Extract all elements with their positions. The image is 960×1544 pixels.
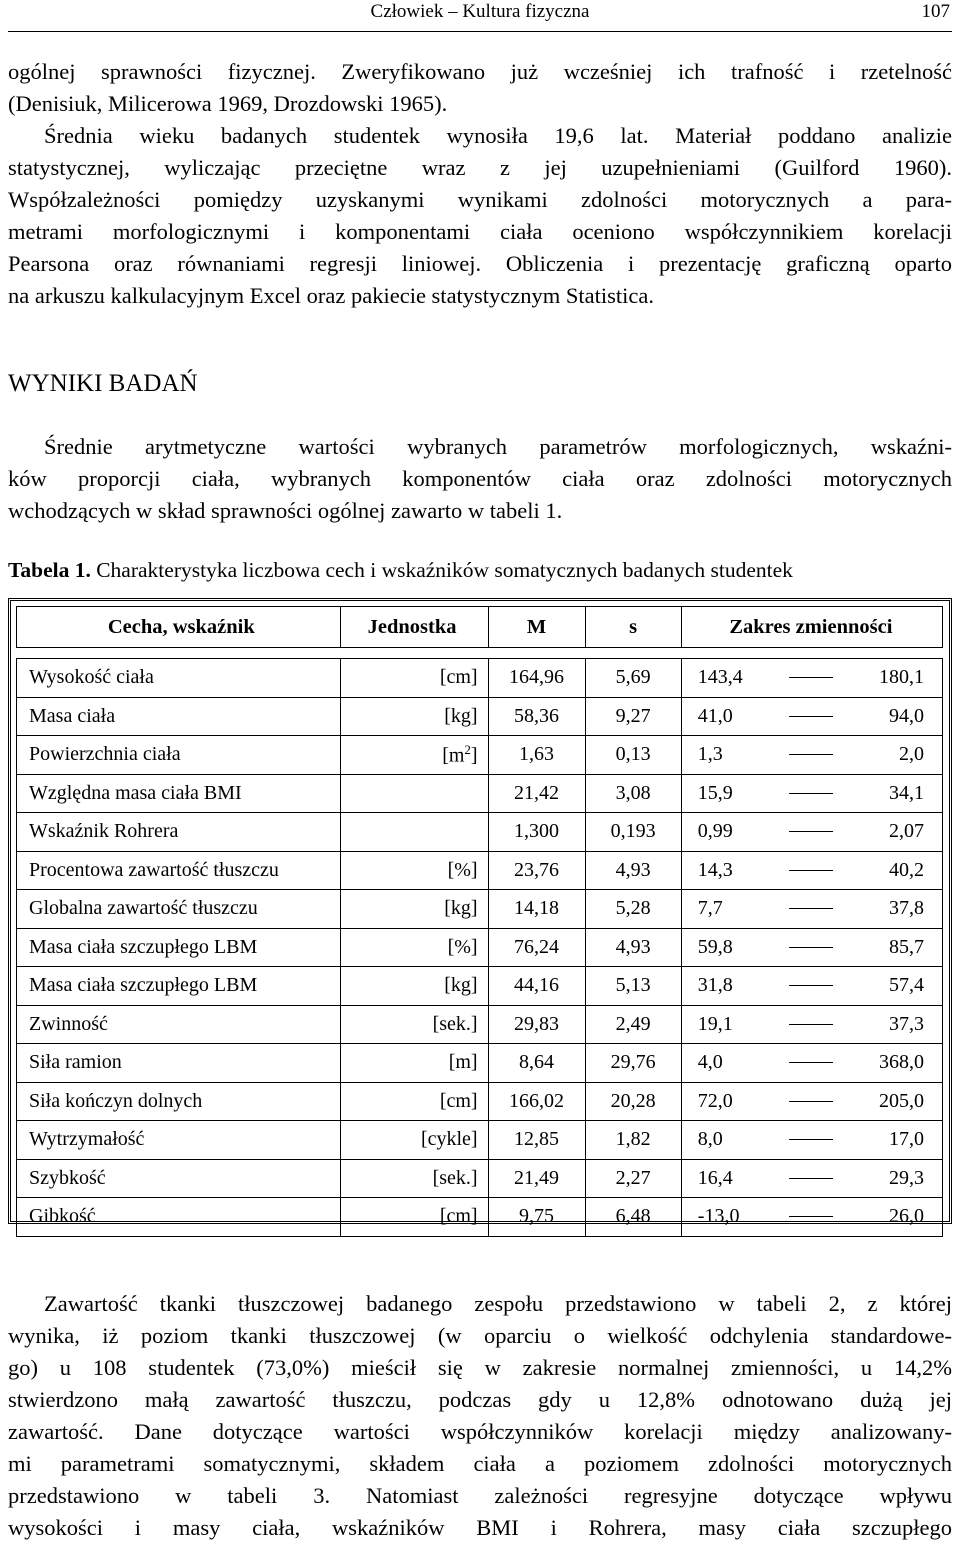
table-row	[17, 967, 943, 1006]
range-values	[698, 820, 924, 843]
table-row	[17, 659, 943, 698]
running-header	[8, 0, 952, 32]
text-line: metrami morfologicznymi i komponentami ciała oceniono współczynnikiem korelacji	[8, 219, 952, 244]
table-header-row	[17, 607, 943, 648]
cell-feature: Wytrzymałość	[17, 1121, 341, 1160]
range-min: 7,7	[697, 897, 723, 920]
table-spacer	[17, 648, 943, 659]
table-row	[17, 1082, 943, 1121]
unit-text: [cykle]	[420, 1128, 478, 1151]
text-line: wchodzących w skład sprawności ogólnej zawarto w tabeli 1.	[8, 498, 563, 523]
range-max: 2,0	[898, 743, 924, 766]
cell-range	[681, 890, 942, 929]
range-dash	[789, 1062, 833, 1063]
cell-feature: Siła ramion	[17, 1044, 341, 1083]
cell-unit	[340, 1044, 488, 1083]
range-dash	[789, 870, 833, 871]
closing-paragraph	[8, 1288, 952, 1544]
text-line: wysokości i masy ciała, wskaźników BMI i Rohrera, masy ciała szczupłego	[8, 1515, 952, 1540]
range-values	[698, 1013, 924, 1036]
cell-range	[681, 1044, 942, 1083]
text-line: Średnia wieku badanych studentek wynosiła 19,6 lat. Materiał poddano analizie	[44, 123, 952, 148]
unit-text: [kg]	[444, 704, 478, 727]
text-line: ków proporcji ciała, wybranych komponentów ciała oraz zdolności motorycznych	[8, 466, 952, 491]
cell-sd: 5,69	[585, 659, 681, 698]
unit-text: [%]	[447, 858, 478, 881]
header-unit: Jednostka	[340, 607, 488, 648]
range-values	[698, 1205, 924, 1228]
range-dash	[789, 1178, 833, 1179]
range-dash	[789, 793, 833, 794]
cell-mean: 12,85	[488, 1121, 585, 1160]
cell-feature: Globalna zawartość tłuszczu	[17, 890, 341, 929]
range-values	[698, 666, 924, 689]
range-min: 4,0	[697, 1051, 723, 1074]
cell-unit	[340, 851, 488, 890]
table-row	[17, 813, 943, 852]
range-dash	[789, 908, 833, 909]
text-line: Pearsona oraz równaniami regresji liniowej. Obliczenia i prezentację graficzną oparto	[8, 251, 952, 276]
range-values	[698, 859, 924, 882]
cell-unit	[340, 736, 488, 775]
cell-mean: 1,300	[488, 813, 585, 852]
cell-sd: 20,28	[585, 1082, 681, 1121]
table-row	[17, 851, 943, 890]
range-dash	[789, 831, 833, 832]
cell-range	[681, 1005, 942, 1044]
cell-unit	[340, 659, 488, 698]
cell-unit	[340, 928, 488, 967]
range-values	[698, 1167, 924, 1190]
text-line: (Denisiuk, Milicerowa 1969, Drozdowski 1965).	[8, 91, 448, 116]
table-row	[17, 1005, 943, 1044]
cell-mean: 21,49	[488, 1159, 585, 1198]
cell-feature: Zwinność	[17, 1005, 341, 1044]
table-body	[17, 659, 943, 1237]
unit-text: [cm]	[439, 1089, 478, 1112]
cell-feature: Względna masa ciała BMI	[17, 774, 341, 813]
running-title: Człowiek – Kultura fizyczna	[370, 1, 590, 22]
range-max: 40,2	[888, 858, 924, 881]
cell-mean: 8,64	[488, 1044, 585, 1083]
range-values	[698, 1051, 924, 1074]
cell-range	[681, 1082, 942, 1121]
header-range: Zakres zmienności	[681, 607, 942, 648]
range-values	[698, 743, 924, 766]
text-line: przedstawiono w tabeli 3. Natomiast zależności regresyjne dotyczące wpływu	[8, 1483, 952, 1508]
unit-text: [m]	[448, 1051, 478, 1074]
unit-text: [kg]	[444, 974, 478, 997]
range-values	[698, 1090, 924, 1113]
table-row	[17, 1044, 943, 1083]
range-min: -13,0	[697, 1205, 740, 1228]
range-max: 37,3	[888, 1012, 924, 1035]
cell-range	[681, 851, 942, 890]
range-min: 41,0	[697, 704, 733, 727]
cell-range	[681, 813, 942, 852]
cell-range	[681, 774, 942, 813]
range-min: 14,3	[697, 858, 733, 881]
table-row	[17, 736, 943, 775]
cell-unit	[340, 890, 488, 929]
range-min: 19,1	[697, 1012, 733, 1035]
cell-mean: 76,24	[488, 928, 585, 967]
table-caption	[8, 555, 952, 585]
range-max: 94,0	[888, 704, 924, 727]
cell-unit	[340, 967, 488, 1006]
range-values	[698, 974, 924, 997]
page-number: 107	[921, 1, 950, 22]
cell-feature: Powierzchnia ciała	[17, 736, 341, 775]
cell-mean: 58,36	[488, 697, 585, 736]
cell-feature: Siła kończyn dolnych	[17, 1082, 341, 1121]
cell-feature: Masa ciała	[17, 697, 341, 736]
range-max: 180,1	[878, 666, 924, 689]
range-max: 57,4	[888, 974, 924, 997]
range-dash	[789, 947, 833, 948]
table-caption-text: Charakterystyka liczbowa cech i wskaźników somatycznych badanych studentek	[96, 558, 793, 582]
unit-text: [cm]	[439, 666, 478, 689]
range-dash	[789, 985, 833, 986]
range-dash	[789, 754, 833, 755]
cell-unit	[340, 697, 488, 736]
range-values	[698, 1128, 924, 1151]
cell-sd: 2,49	[585, 1005, 681, 1044]
range-dash	[789, 1024, 833, 1025]
range-min: 1,3	[697, 743, 723, 766]
cell-unit	[340, 1198, 488, 1237]
range-max: 368,0	[878, 1051, 924, 1074]
cell-mean: 29,83	[488, 1005, 585, 1044]
cell-sd: 9,27	[585, 697, 681, 736]
text-line: ogólnej sprawności fizycznej. Zweryfikowano już wcześniej ich trafność i rzetelność	[8, 59, 952, 84]
cell-unit	[340, 1159, 488, 1198]
table-row	[17, 1198, 943, 1237]
cell-sd: 0,193	[585, 813, 681, 852]
cell-feature: Procentowa zawartość tłuszczu	[17, 851, 341, 890]
unit-text-end: ]	[470, 744, 478, 767]
unit-text: [kg]	[444, 897, 478, 920]
cell-feature: Gibkość	[17, 1198, 341, 1237]
range-min: 143,4	[697, 666, 743, 689]
text-line: go) u 108 studentek (73,0%) mieścił się w zakresie normalnej zmienności, u 14,2%	[8, 1355, 952, 1380]
range-max: 2,07	[888, 820, 924, 843]
text-line: Średnie arytmetyczne wartości wybranych parametrów morfologicznych, wskaźni-	[44, 434, 952, 459]
cell-mean: 1,63	[488, 736, 585, 775]
cell-sd: 6,48	[585, 1198, 681, 1237]
cell-mean: 21,42	[488, 774, 585, 813]
range-values	[698, 936, 924, 959]
table-row	[17, 1121, 943, 1160]
range-dash	[789, 677, 833, 678]
cell-mean: 9,75	[488, 1198, 585, 1237]
range-max: 37,8	[888, 897, 924, 920]
cell-feature: Szybkość	[17, 1159, 341, 1198]
cell-unit	[340, 1082, 488, 1121]
range-max: 29,3	[888, 1166, 924, 1189]
cell-sd: 4,93	[585, 928, 681, 967]
cell-sd: 5,28	[585, 890, 681, 929]
cell-range	[681, 1121, 942, 1160]
cell-unit	[340, 1121, 488, 1160]
cell-range	[681, 967, 942, 1006]
cell-sd: 3,08	[585, 774, 681, 813]
text-line: stwierdzono małą zawartość tłuszczu, podczas gdy u 12,8% odnotowano dużą jej	[8, 1387, 952, 1412]
cell-feature: Masa ciała szczupłego LBM	[17, 928, 341, 967]
cell-range	[681, 928, 942, 967]
cell-sd: 2,27	[585, 1159, 681, 1198]
cell-mean: 44,16	[488, 967, 585, 1006]
cell-sd: 29,76	[585, 1044, 681, 1083]
text-line: zawartość. Dane dotyczące wartości współczynników korelacji między analizowany-	[8, 1419, 952, 1444]
range-min: 16,4	[697, 1166, 733, 1189]
range-min: 15,9	[697, 781, 733, 804]
range-min: 72,0	[697, 1089, 733, 1112]
section-heading: WYNIKI BADAŃ	[8, 370, 198, 397]
data-table	[16, 606, 943, 1237]
table-row	[17, 1159, 943, 1198]
cell-unit	[340, 813, 488, 852]
range-dash	[789, 1139, 833, 1140]
table-row	[17, 697, 943, 736]
cell-sd: 0,13	[585, 736, 681, 775]
table-row	[17, 890, 943, 929]
results-paragraph	[8, 431, 952, 527]
range-max: 26,0	[888, 1205, 924, 1228]
cell-sd: 4,93	[585, 851, 681, 890]
cell-range	[681, 736, 942, 775]
range-dash	[789, 1101, 833, 1102]
table-row	[17, 774, 943, 813]
text-line: statystycznej, wyliczając przeciętne wraz z jej uzupełnieniami (Guilford 1960).	[8, 155, 952, 180]
range-values	[698, 897, 924, 920]
table-row	[17, 928, 943, 967]
cell-mean: 164,96	[488, 659, 585, 698]
range-dash	[789, 1216, 833, 1217]
range-values	[698, 782, 924, 805]
header-mean: M	[488, 607, 585, 648]
header-feature: Cecha, wskaźnik	[17, 607, 341, 648]
cell-range	[681, 659, 942, 698]
unit-text: [m	[442, 744, 465, 767]
range-max: 17,0	[888, 1128, 924, 1151]
cell-unit	[340, 1005, 488, 1044]
range-min: 8,0	[697, 1128, 723, 1151]
intro-paragraph	[8, 56, 952, 312]
text-line: mi parametrami somatycznymi, składem ciała a poziomem zdolności motorycznych	[8, 1451, 952, 1476]
unit-text: [sek.]	[432, 1012, 478, 1035]
cell-sd: 5,13	[585, 967, 681, 1006]
range-max: 85,7	[888, 935, 924, 958]
cell-feature: Wskaźnik Rohrera	[17, 813, 341, 852]
range-dash	[789, 716, 833, 717]
text-line: wynika, iż poziom tkanki tłuszczowej (w oparciu o wielkość odchylenia standardowe-	[8, 1323, 952, 1348]
cell-feature: Wysokość ciała	[17, 659, 341, 698]
text-line: na arkuszu kalkulacyjnym Excel oraz pakiecie statystycznym Statistica.	[8, 283, 655, 308]
text-line: Zawartość tkanki tłuszczowej badanego zespołu przedstawiono w tabeli 2, z której	[44, 1291, 952, 1316]
cell-mean: 166,02	[488, 1082, 585, 1121]
range-max: 205,0	[878, 1089, 924, 1112]
cell-mean: 14,18	[488, 890, 585, 929]
cell-sd: 1,82	[585, 1121, 681, 1160]
cell-range	[681, 1159, 942, 1198]
cell-feature: Masa ciała szczupłego LBM	[17, 967, 341, 1006]
cell-range	[681, 697, 942, 736]
range-max: 34,1	[888, 781, 924, 804]
range-values	[698, 705, 924, 728]
unit-superscript: 2	[464, 741, 471, 757]
unit-text: [sek.]	[432, 1166, 478, 1189]
unit-text: [%]	[447, 935, 478, 958]
cell-unit	[340, 774, 488, 813]
range-min: 31,8	[697, 974, 733, 997]
range-min: 0,99	[697, 820, 733, 843]
header-sd: s	[585, 607, 681, 648]
table-frame	[8, 598, 952, 1228]
table-label: Tabela 1.	[8, 558, 91, 582]
cell-range	[681, 1198, 942, 1237]
range-min: 59,8	[697, 935, 733, 958]
text-line: Współzależności pomiędzy uzyskanymi wynikami zdolności motorycznych a para-	[8, 187, 952, 212]
cell-mean: 23,76	[488, 851, 585, 890]
unit-text: [cm]	[439, 1205, 478, 1228]
